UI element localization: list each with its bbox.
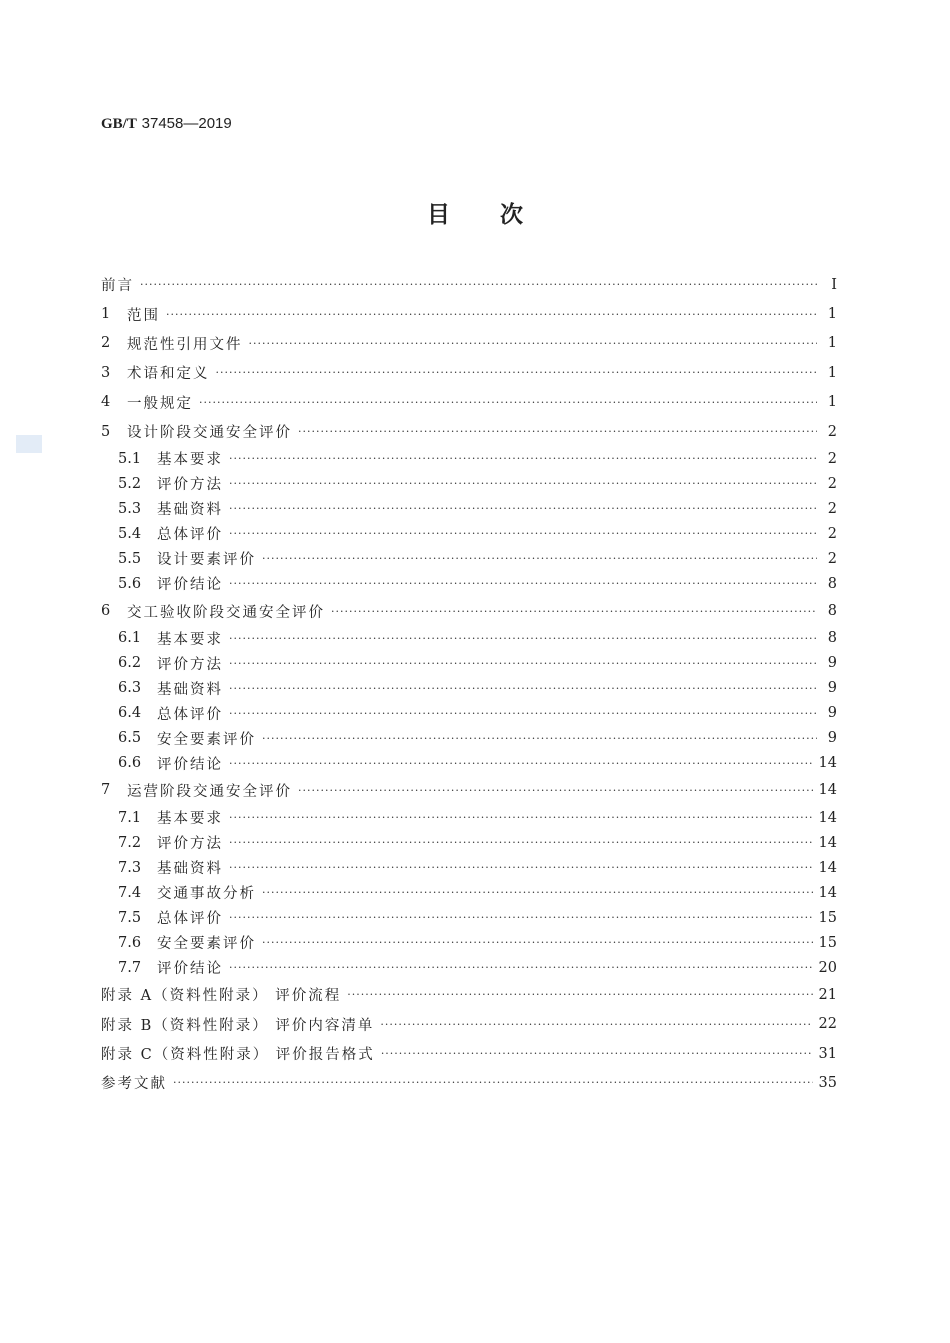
toc-entry-page: 22 (818, 1016, 837, 1033)
toc-entry-title: 评价结论 (157, 961, 223, 978)
toc-entry-title: 运营阶段交通安全评价 (127, 783, 292, 800)
toc-entry-title: 总体评价 (157, 527, 223, 544)
toc-entry-title: 交工验收阶段交通安全评价 (127, 604, 325, 621)
toc-entry-title: 安全要素评价 (157, 936, 256, 953)
toc-entry[interactable] (101, 726, 837, 751)
toc-entry[interactable] (101, 329, 837, 358)
toc-entry-page: 8 (827, 575, 837, 592)
dot-leader (229, 811, 813, 824)
toc-entry[interactable] (101, 651, 837, 676)
toc-entry[interactable] (101, 980, 837, 1009)
dot-leader (331, 605, 817, 618)
toc-entry[interactable] (101, 1068, 837, 1097)
dot-leader (229, 707, 817, 720)
toc-entry-page: 14 (818, 859, 837, 876)
dot-leader (229, 477, 817, 490)
toc-entry-title: 基础资料 (157, 681, 223, 698)
toc-entry-title: 评价方法 (157, 656, 223, 673)
toc-entry-title: 评价方法 (157, 477, 223, 494)
dot-leader (229, 757, 813, 770)
toc-entry-title: 基础资料 (157, 861, 223, 878)
toc-entry-page: 14 (818, 809, 837, 826)
toc-entry-number: 5.4 (118, 525, 142, 542)
toc-entry-title: 规范性引用文件 (127, 336, 243, 353)
toc-entry-title: 交通事故分析 (157, 886, 256, 903)
toc-entry[interactable] (101, 358, 837, 387)
toc-entry-number: 6 (101, 603, 111, 620)
toc-entry[interactable] (101, 417, 837, 446)
toc-entry[interactable] (101, 1010, 837, 1039)
toc-entry-title: 总体评价 (157, 706, 223, 723)
toc-entry-page: 2 (827, 550, 837, 567)
toc-entry[interactable] (101, 955, 837, 980)
dot-leader (298, 784, 813, 797)
toc-entry-page: 9 (827, 705, 837, 722)
toc-entry-title: 附录 B（资料性附录） 评价内容清单 (101, 1017, 375, 1034)
toc-entry-page: 8 (827, 603, 837, 620)
toc-entry-number: 7.4 (118, 884, 142, 901)
toc-entry-number: 3 (101, 364, 111, 381)
dot-leader (229, 682, 817, 695)
toc-entry-number: 6.2 (118, 655, 142, 672)
toc-entry-number: 7.2 (118, 834, 142, 851)
toc-entry-number: 7.5 (118, 909, 142, 926)
dot-leader (262, 936, 813, 949)
toc-entry-number: 1 (101, 306, 111, 323)
toc-entry-page: 31 (818, 1045, 837, 1062)
toc-entry-title: 设计要素评价 (157, 552, 256, 569)
toc-entry[interactable] (101, 905, 837, 930)
standard-prefix: GB/T (101, 116, 137, 132)
dot-leader (262, 732, 817, 745)
toc-entry-page: 9 (827, 730, 837, 747)
toc-entry-title: 设计阶段交通安全评价 (127, 425, 292, 442)
toc-entry-number: 2 (101, 335, 111, 352)
toc-entry-title: 基本要求 (157, 631, 223, 648)
toc-entry-title: 参考文献 (101, 1076, 167, 1093)
toc-entry[interactable] (101, 521, 837, 546)
toc-entry[interactable] (101, 701, 837, 726)
toc-entry[interactable] (101, 571, 837, 596)
toc-entry[interactable] (101, 388, 837, 417)
toc-entry-number: 5.2 (118, 475, 142, 492)
toc-entry-number: 4 (101, 394, 111, 411)
toc-entry-number: 7.6 (118, 934, 142, 951)
toc-entry-title: 评价方法 (157, 836, 223, 853)
dot-leader (347, 988, 812, 1001)
standard-number (101, 114, 232, 133)
toc-entry-page: 35 (818, 1074, 837, 1091)
toc-entry-number: 6.5 (118, 730, 142, 747)
toc-entry-title: 前言 (101, 278, 134, 295)
toc-entry-page: 15 (818, 934, 837, 951)
toc-entry-number: 7 (101, 782, 111, 799)
toc-entry-title: 基本要求 (157, 811, 223, 828)
dot-leader (262, 552, 817, 565)
toc-entry-number: 6.1 (118, 630, 142, 647)
toc-entry-page: 1 (827, 306, 837, 323)
table-of-contents (101, 270, 837, 1098)
toc-entry-page: 2 (827, 423, 837, 440)
dot-leader (229, 577, 817, 590)
toc-entry[interactable] (101, 1039, 837, 1068)
dot-leader (229, 657, 817, 670)
toc-entry[interactable] (101, 930, 837, 955)
toc-entry-number: 5.1 (118, 450, 142, 467)
dot-leader (262, 886, 813, 899)
toc-entry[interactable] (101, 676, 837, 701)
toc-entry-page: 14 (818, 782, 837, 799)
dot-leader (229, 527, 817, 540)
toc-entry-title: 附录 A（资料性附录） 评价流程 (101, 988, 342, 1005)
toc-entry[interactable] (101, 830, 837, 855)
toc-entry[interactable] (101, 546, 837, 571)
toc-entry-number: 6.3 (118, 680, 142, 697)
toc-entry-title: 总体评价 (157, 911, 223, 928)
toc-entry-number: 6.4 (118, 705, 142, 722)
toc-entry[interactable] (101, 471, 837, 496)
toc-entry-page: Ⅰ (831, 276, 837, 293)
toc-entry[interactable] (101, 776, 837, 805)
dot-leader (140, 278, 817, 291)
standard-code: 37458—2019 (141, 115, 232, 132)
toc-entry[interactable] (101, 626, 837, 651)
toc-entry-page: 2 (827, 475, 837, 492)
toc-entry[interactable] (101, 855, 837, 880)
toc-entry-page: 14 (818, 834, 837, 851)
toc-entry-number: 7.7 (118, 959, 142, 976)
toc-entry-title: 一般规定 (127, 395, 193, 412)
toc-entry[interactable] (101, 446, 837, 471)
dot-leader (229, 836, 813, 849)
toc-entry-number: 5.5 (118, 550, 142, 567)
toc-entry-page: 2 (827, 525, 837, 542)
toc-entry-number: 5.3 (118, 500, 142, 517)
dot-leader (229, 861, 813, 874)
dot-leader (199, 396, 817, 409)
dot-leader (166, 308, 817, 321)
toc-entry[interactable] (101, 299, 837, 328)
toc-entry[interactable] (101, 270, 837, 299)
toc-entry-title: 基础资料 (157, 502, 223, 519)
toc-entry-page: 15 (818, 909, 837, 926)
toc-entry-page: 20 (818, 959, 837, 976)
dot-leader (216, 366, 818, 379)
toc-entry[interactable] (101, 596, 837, 625)
toc-entry-page: 9 (827, 655, 837, 672)
toc-entry-page: 1 (827, 394, 837, 411)
toc-entry-page: 1 (827, 335, 837, 352)
toc-entry-title: 术语和定义 (127, 366, 210, 383)
toc-entry-title: 安全要素评价 (157, 731, 256, 748)
dot-leader (229, 911, 813, 924)
toc-entry-page: 9 (827, 680, 837, 697)
toc-entry-page: 8 (827, 630, 837, 647)
dot-leader (381, 1047, 813, 1060)
toc-entry-title: 评价结论 (157, 577, 223, 594)
dot-leader (229, 961, 813, 974)
toc-entry-page: 21 (818, 986, 837, 1003)
toc-entry-page: 2 (827, 500, 837, 517)
toc-entry-title: 基本要求 (157, 452, 223, 469)
dot-leader (229, 502, 817, 515)
toc-entry-title: 范围 (127, 307, 160, 324)
dot-leader (380, 1018, 812, 1031)
dot-leader (229, 452, 817, 465)
toc-entry-number: 7.3 (118, 859, 142, 876)
toc-entry-number: 6.6 (118, 755, 142, 772)
toc-entry-page: 14 (818, 755, 837, 772)
toc-entry[interactable] (101, 880, 837, 905)
toc-entry-number: 7.1 (118, 809, 142, 826)
dot-leader (298, 425, 817, 438)
toc-entry-page: 1 (827, 364, 837, 381)
toc-entry[interactable] (101, 496, 837, 521)
toc-entry-number: 5.6 (118, 575, 142, 592)
toc-entry-page: 2 (827, 450, 837, 467)
toc-entry-number: 5 (101, 423, 111, 440)
dot-leader (249, 337, 818, 350)
page-title: 目次 (427, 201, 573, 228)
toc-entry[interactable] (101, 805, 837, 830)
toc-entry-title: 附录 C（资料性附录） 评价报告格式 (101, 1047, 375, 1064)
dot-leader (173, 1076, 813, 1089)
sac-watermark-logo (16, 435, 42, 453)
dot-leader (229, 632, 817, 645)
toc-entry-title: 评价结论 (157, 756, 223, 773)
toc-entry-page: 14 (818, 884, 837, 901)
toc-entry[interactable] (101, 751, 837, 776)
